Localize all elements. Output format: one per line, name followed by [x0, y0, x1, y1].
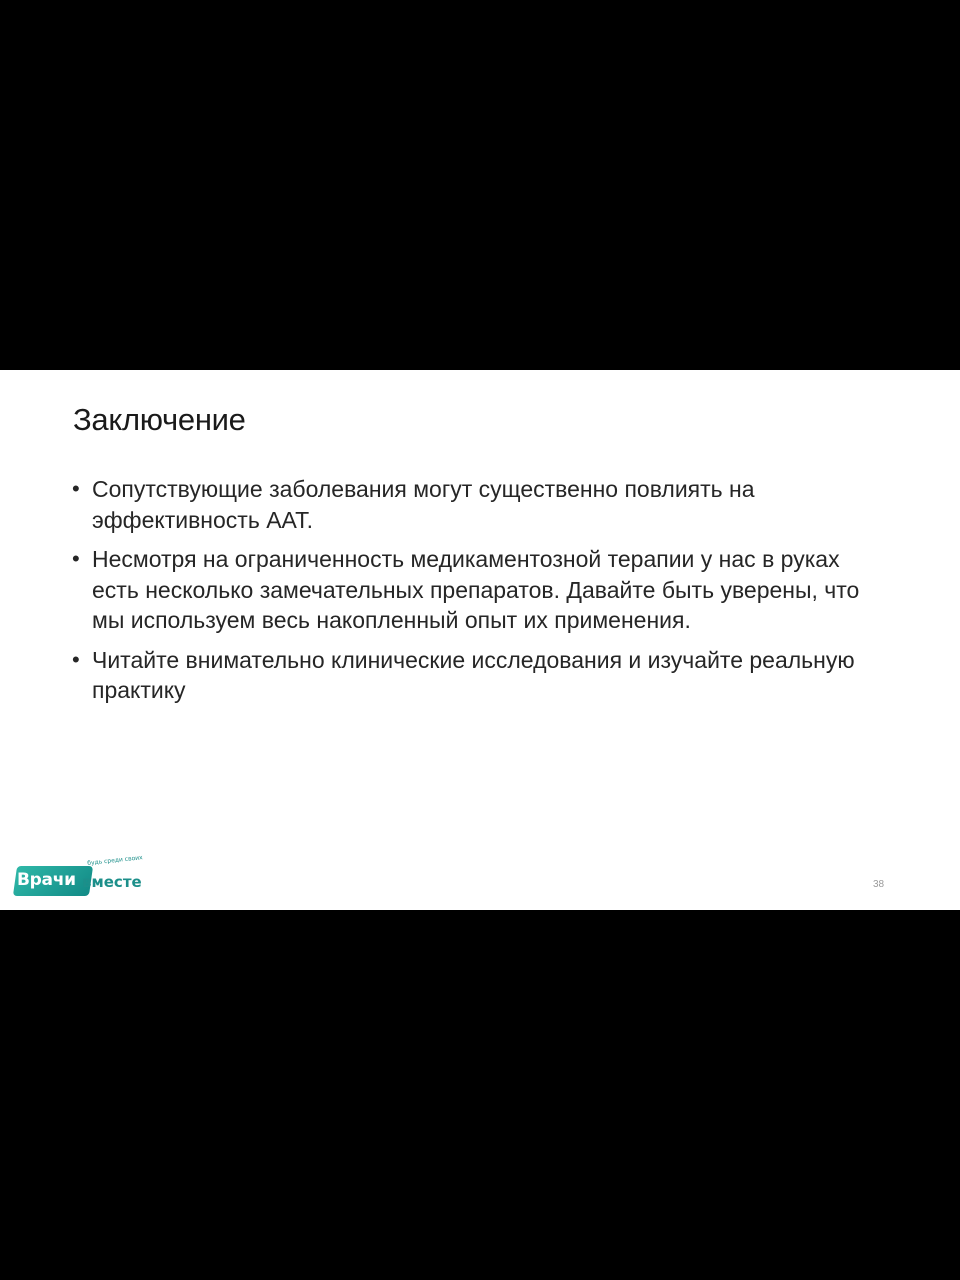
- bullet-item: [72, 474, 872, 535]
- letterbox-top: [0, 0, 960, 370]
- logo-tagline: будь среди своих: [87, 854, 143, 867]
- bullet-text: Сопутствующие заболевания могут существенно повлиять на эффективность ААТ.: [92, 476, 755, 533]
- bullet-dot: •: [72, 646, 80, 672]
- bullet-item: [72, 544, 872, 636]
- presentation-slide: [0, 370, 960, 910]
- bullet-dot: •: [72, 546, 80, 571]
- logo-word-vmeste: вместе: [82, 873, 142, 891]
- bullet-dot: •: [72, 476, 80, 501]
- letterbox-bottom: [0, 910, 960, 1280]
- slide-title: Заключение: [73, 402, 246, 437]
- logo-word-vrachi: Врачи: [17, 870, 76, 890]
- bullet-text: Читайте внимательно клинические исследования и изучайте реальную практику: [92, 646, 855, 703]
- bullet-list: [72, 474, 872, 715]
- slide-page-number: 38: [873, 879, 885, 890]
- bullet-item: [72, 645, 872, 706]
- bullet-text: Несмотря на ограниченность медикаментозной терапии у нас в руках есть несколько замечательных препаратов. Давайте быть уверены, что мы используем весь накопленный опыт их применения.: [92, 546, 860, 633]
- vrachi-vmeste-logo: [13, 854, 153, 900]
